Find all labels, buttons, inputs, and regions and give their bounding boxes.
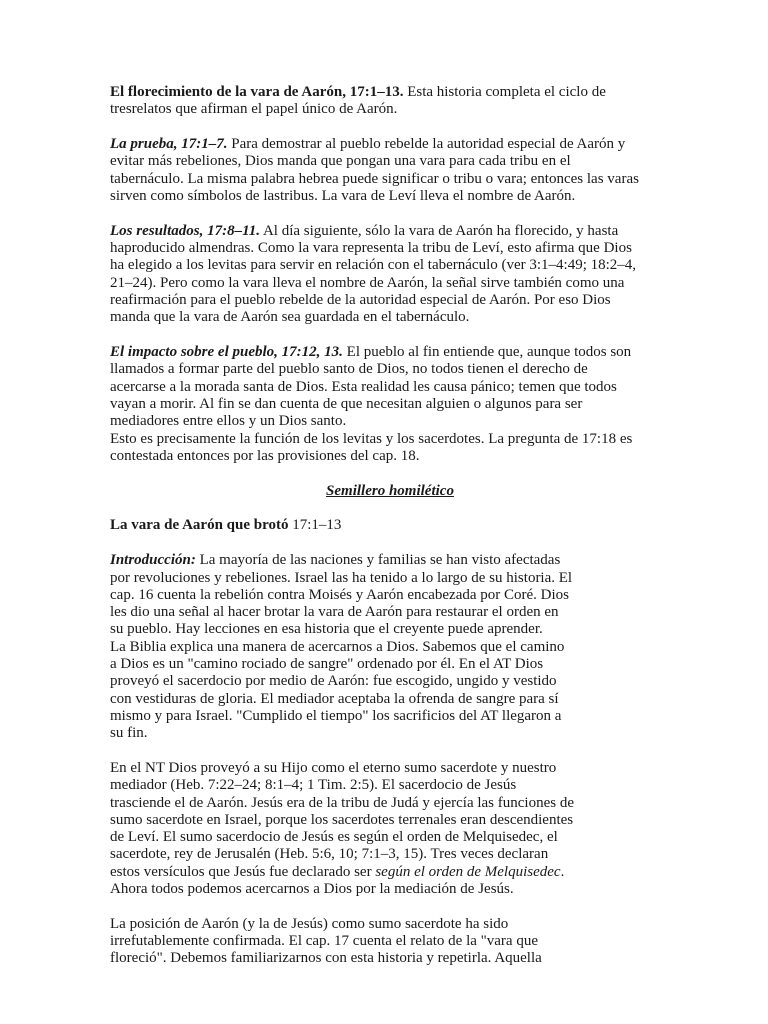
paragraph-line: Esto es precisamente la función de los levitas y los sacerdotes. La pregunta de 17:18 es	[110, 430, 633, 447]
paragraph-line: irrefutablemente confirmada. El cap. 17 cuenta el relato de la "vara que	[110, 933, 538, 950]
paragraph-line	[110, 344, 670, 361]
paragraph-heading: Los resultados, 17:8–11.	[110, 222, 261, 239]
paragraph-line: evitar más rebeliones, Dios manda que pongan una vara para cada tribu en el	[110, 153, 571, 170]
sermon-title	[110, 517, 670, 534]
paragraph-heading: El florecimiento de la vara de Aarón, 17:1–13.	[110, 84, 404, 100]
paragraph-line: reafirmación para el pueblo rebelde de la autoridad especial de Aarón. Por eso Dios	[110, 291, 611, 308]
paragraph-line: sacerdote, rey de Jerusalén (Heb. 5:6, 10; 7:1–3, 15). Tres veces declaran	[110, 846, 549, 863]
sermon-title-reference: 17:1–13	[288, 517, 342, 534]
paragraph-line: La posición de Aarón (y la de Jesús) como sumo sacerdote ha sido	[110, 915, 509, 932]
paragraph-line: les dio una señal al hacer brotar la vara de Aarón para restaurar el orden en	[110, 604, 559, 621]
paragraph-line: mediador (Heb. 7:22–24; 8:1–4; 1 Tim. 2:5). El sacerdocio de Jesús	[110, 777, 517, 794]
paragraph-heading: El impacto sobre el pueblo, 17:12, 13.	[110, 344, 343, 361]
paragraph-text: El pueblo al fin entiende que, aunque todos son	[342, 344, 632, 361]
paragraph-heading: La prueba, 17:1–7.	[110, 136, 228, 153]
paragraph-line: contestada entonces por las provisiones del cap. 18.	[110, 447, 420, 464]
paragraph-line: vayan a morir. Al fin se dan cuenta de que necesitan alguien o algunos para ser	[110, 395, 583, 412]
paragraph-line: tresrelatos que afirman el papel único de Aarón.	[110, 101, 398, 118]
paragraph-text: .	[560, 863, 565, 880]
paragraph-line: manda que la vara de Aarón sea guardada en el tabernáculo.	[110, 309, 470, 326]
paragraph-line: haproducido almendras. Como la vara representa la tribu de Leví, esto afirma que Dios	[110, 240, 632, 257]
paragraph-line: llamados a formar parte del pueblo santo de Dios, no todos tienen el derecho de	[110, 361, 588, 378]
paragraph-heading: Introducción:	[110, 552, 196, 569]
paragraph-line	[110, 864, 670, 881]
paragraph-line	[110, 552, 670, 569]
paragraph-line: La Biblia explica una manera de acercarnos a Dios. Sabemos que el camino	[110, 638, 565, 655]
paragraph-line: su pueblo. Hay lecciones en esa historia que el creyente puede aprender.	[110, 621, 543, 638]
paragraph-text: Esta historia completa el ciclo de	[403, 84, 606, 100]
italic-phrase: según el orden de Melquisedec	[375, 863, 561, 880]
paragraph-line: mediadores entre ellos y un Dios santo.	[110, 413, 347, 430]
paragraph-line: Ahora todos podemos acercarnos a Dios por la mediación de Jesús.	[110, 881, 514, 898]
paragraph-line	[110, 136, 670, 153]
paragraph-line: a Dios es un "camino rociado de sangre" ordenado por él. En el AT Dios	[110, 656, 544, 673]
paragraph-text: La mayoría de las naciones y familias se han visto afectadas	[195, 552, 561, 569]
paragraph-line: sumo sacerdote en Israel, porque los sacerdotes terrenales eran descendientes	[110, 811, 574, 828]
paragraph-line: trasciende el de Aarón. Jesús era de la tribu de Judá y ejercía las funciones de	[110, 794, 574, 811]
paragraph-text: estos versículos que Jesús fue declarado ser	[110, 863, 376, 880]
paragraph-line: ha elegido a los levitas para servir en relación con el tabernáculo (ver 3:1–4:49; 18:2–4,	[110, 257, 637, 274]
paragraph-text: Para demostrar al pueblo rebelde la autoridad especial de Aarón y	[227, 136, 626, 153]
paragraph-line: de Leví. El sumo sacerdocio de Jesús es según el orden de Melquisedec, el	[110, 829, 558, 846]
sermon-title-text: La vara de Aarón que brotó	[110, 517, 289, 534]
paragraph-line: 21–24). Pero como la vara lleva el nombre de Aarón, la señal sirve también como una	[110, 274, 625, 291]
paragraph-line: acercarse a la morada santa de Dios. Esta realidad les causa pánico; temen que todos	[110, 378, 617, 395]
paragraph-line: floreció". Debemos familiarizarnos con esta historia y repetirla. Aquella	[110, 950, 542, 967]
paragraph-line: con vestiduras de gloria. El mediador aceptaba la ofrenda de sangre para sí	[110, 690, 559, 707]
document-page	[110, 84, 670, 968]
paragraph-line: sirven como símbolos de lastribus. La vara de Leví lleva el nombre de Aarón.	[110, 187, 576, 204]
paragraph-text: Al día siguiente, sólo la vara de Aarón ha florecido, y hasta	[260, 222, 619, 239]
paragraph-line: tabernáculo. La misma palabra hebrea puede significar o tribu o vara; entonces las varas	[110, 170, 639, 187]
paragraph-line: En el NT Dios proveyó a su Hijo como el eterno sumo sacerdote y nuestro	[110, 760, 557, 776]
paragraph-line	[110, 223, 670, 240]
paragraph-line	[110, 84, 670, 101]
paragraph-line: cap. 16 cuenta la rebelión contra Moisés y Aarón encabezada por Coré. Dios	[110, 586, 569, 603]
section-title: Semillero homilético	[326, 482, 454, 499]
paragraph-line: por revoluciones y rebeliones. Israel las ha tenido a lo largo de su historia. El	[110, 569, 573, 586]
paragraph-line: mismo y para Israel. "Cumplido el tiempo" los sacrificios del AT llegaron a	[110, 707, 562, 724]
paragraph-line: su fin.	[110, 725, 148, 742]
paragraph-line: proveyó el sacerdocio por medio de Aarón: fue escogido, ungido y vestido	[110, 673, 557, 690]
